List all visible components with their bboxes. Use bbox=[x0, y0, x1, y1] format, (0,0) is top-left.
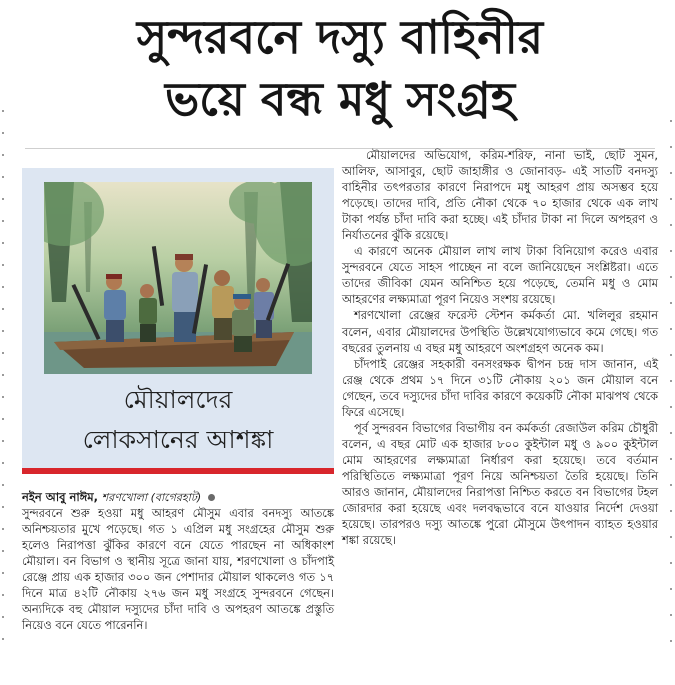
article-paragraph: সুন্দরবনে শুরু হওয়া মধু আহরণ মৌসুম এবার বনদস্যু আতঙ্কে অনিশ্চয়তার মুখে পড়েছে। গত ১ এপ্রিল মধু সংগ্রহের মৌসুম শুরু হলেও নিরাপত্তা ঝুঁকির কারণে বনে যেতে পারছেন না অধিকাংশ মৌয়াল। বন বিভাগ ও স্থানীয় সূত্রে জানা যায়, শরণখোলা ও চাঁদপাই রেঞ্জে প্রায় এক হাজার ৩০০ জন পেশাদার মৌয়াল থাকলেও গত ১৭ দিনে মাত্র ৪২টি নৌকায় ২৭৬ জন মধু সংগ্রহে সুন্দরবনে গেছেন। অন্যদিকে বহু মৌয়াল দস্যুদের চাঁদা দাবি ও অপহরণ আতঙ্কে প্রস্তুতি নিয়েও বনে যেতে পারেননি। bbox=[22, 506, 334, 633]
article-paragraph: মৌয়ালদের অভিযোগ, করিম-শরিফ, নানা ভাই, ছোট সুমন, আলিফ, আসাবুর, ছোট জাহাঙ্গীর ও জোনাবড়- এই সাতটি বনদস্যু বাহিনীর তৎপরতার কারণে নিরাপদে মধু আহরণ প্রায় অসম্ভব হয়ে পড়েছে। তাদের দাবি, প্রতি নৌকা থেকে ৭০ হাজার থেকে এক লাখ টাকা পর্যন্ত চাঁদা দাবি করা হচ্ছে। এই চাঁদার টাকা না দিলে অপহরণ ও নির্যাতনের ঝুঁকি রয়েছে। bbox=[342, 148, 658, 243]
byline-bullet-icon bbox=[208, 494, 215, 501]
illustration-drawing bbox=[44, 182, 312, 374]
article-paragraph: এ কারণে অনেক মৌয়াল লাখ লাখ টাকা বিনিয়োগ করেও এবার সুন্দরবনে যেতে সাহস পাচ্ছেন না বলে জানিয়েছেন সংশ্লিষ্টরা। এতে তাদের জীবিকা যেমন অনিশ্চিত হয়ে পড়েছে, তেমনি মধু ও মোম আহরণের লক্ষ্যমাত্রা পূরণ নিয়েও সংশয় রয়েছে। bbox=[342, 244, 658, 307]
bandits-illustration bbox=[44, 182, 312, 374]
headline bbox=[20, 6, 660, 130]
infobox bbox=[22, 168, 334, 474]
infobox-title bbox=[22, 380, 334, 460]
infobox-title-line-1: মৌয়ালদের bbox=[123, 385, 233, 414]
right-column bbox=[342, 147, 658, 548]
byline-author: নইন আবু নাঈম, bbox=[22, 490, 98, 504]
infobox-red-bar bbox=[22, 468, 334, 474]
article-paragraph: শরণখোলা রেঞ্জের ফরেস্ট স্টেশন কর্মকর্তা মো. খলিলুর রহমান বলেন, এবার মৌয়ালদের উপস্থিতি উল্লেখযোগ্যভাবে কমে গেছে। গত বছরের তুলনায় এ বছর মধু আহরণে অংশগ্রহণ অনেক কম। bbox=[342, 308, 658, 355]
left-column bbox=[22, 505, 334, 633]
article-paragraph: পূর্ব সুন্দরবন বিভাগের বিভাগীয় বন কর্মকর্তা রেজাউল করিম চৌধুরী বলেন, এ বছর মোট এক হাজার ৮০০ কুইন্টাল মধু ও ৯০০ কুইন্টাল মোম আহরণের লক্ষ্যমাত্রা নির্ধারণ করা হয়েছে। তবে বর্তমান পরিস্থিতিতে লক্ষ্যমাত্রা পূরণ নিয়ে অনিশ্চয়তা তৈরি হয়েছে। তিনি আরও জানান, মৌয়ালদের নিরাপত্তা নিশ্চিত করতে বন বিভাগের টহল জোরদার করা হয়েছে এবং দলবদ্ধভাবে বনে যাওয়ার নির্দেশ দেওয়া হয়েছে। তারপরও দস্যু আতঙ্কে পুরো মৌসুমে উৎপাদন ব্যাহত হওয়ার শঙ্কা রয়েছে। bbox=[342, 420, 658, 548]
article-paragraph: চাঁদপাই রেঞ্জের সহকারী বনসংরক্ষক দ্বীপন চন্দ্র দাস জানান, এই রেঞ্জ থেকে প্রথম ১৭ দিনে ৩১টি নৌকায় ২০১ জন মৌয়াল বনে গেছেন, তবে দস্যুদের চাঁদা দাবির কারণে কয়েকটি নৌকা মাঝপথ থেকে ফিরে এসেছে। bbox=[342, 356, 658, 419]
infobox-title-line-2: লোকসানের আশঙ্কা bbox=[82, 425, 274, 454]
byline-location: শরণখোলা (বাগেরহাট) bbox=[101, 491, 202, 504]
left-margin-marks bbox=[2, 110, 4, 650]
right-margin-marks bbox=[670, 120, 672, 660]
headline-line-1: সুন্দরবনে দস্যু বাহিনীর bbox=[136, 10, 544, 64]
headline-line-2: ভয়ে বন্ধ মধু সংগ্রহ bbox=[164, 72, 516, 126]
